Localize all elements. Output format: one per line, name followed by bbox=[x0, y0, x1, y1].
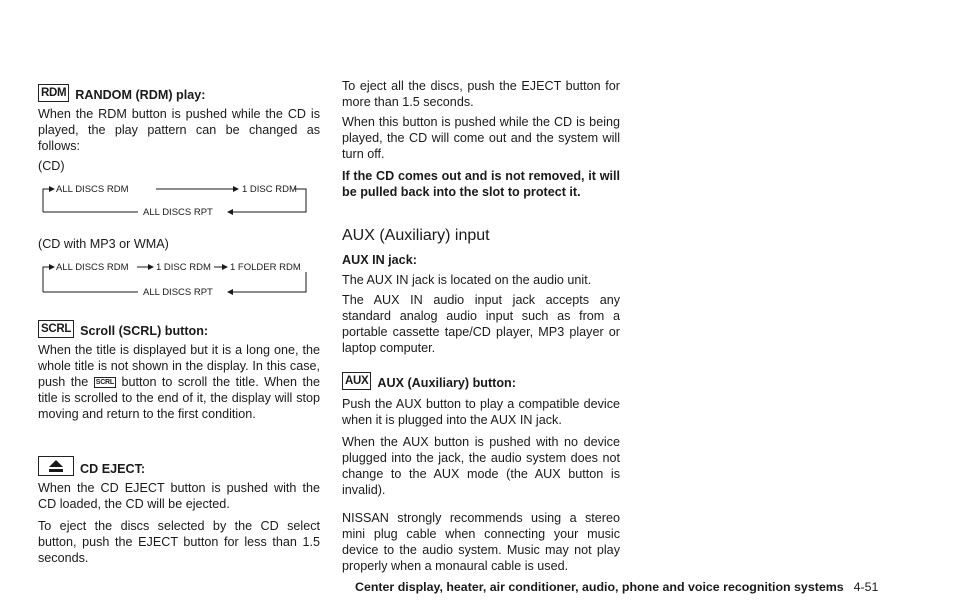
eject-heading: CD EJECT: bbox=[80, 462, 146, 476]
aux-section-title: AUX (Auxiliary) input bbox=[342, 227, 490, 244]
eject-body-1: When the CD EJECT button is pushed with the CD loaded, the CD will be ejected. bbox=[38, 481, 320, 511]
eject-heading-row bbox=[38, 456, 145, 476]
rdm-heading-row bbox=[38, 84, 205, 102]
mp3-mode-all-discs-rpt: ALL DISCS RPT bbox=[143, 287, 213, 298]
scrl-inline-icon: SCRL bbox=[95, 379, 114, 387]
scrl-heading-row bbox=[38, 320, 208, 338]
rdm-body: When the RDM button is pushed while the CD is played, the play pattern can be changed as follows: bbox=[38, 107, 320, 153]
eject-icon bbox=[38, 456, 74, 476]
aux-button-heading: AUX (Auxiliary) button: bbox=[377, 376, 516, 390]
mp3-mode-1-disc-rdm: 1 DISC RDM bbox=[156, 262, 211, 273]
footer-chapter-title: Center display, heater, air conditioner, audio, phone and voice recognition systems bbox=[355, 580, 844, 594]
eject-body-2: To eject the discs selected by the CD select button, push the EJECT button for less than 1.5 seconds. bbox=[38, 519, 320, 565]
scrl-button-icon: SCRL bbox=[38, 320, 74, 338]
scrl-body-part-2: button to scroll the title. When the title is scrolled to the end of it, the display will stop moving and return to the first condition. bbox=[38, 375, 321, 421]
aux-jack-body-2: The AUX IN audio input jack accepts any standard analog audio input such as from a portable cassette tape/CD player, MP3 player or laptop computer. bbox=[342, 293, 620, 355]
aux-jack-body-1: The AUX IN jack is located on the audio unit. bbox=[342, 273, 592, 287]
page-number: 4-51 bbox=[853, 580, 879, 594]
cd-mode-1-disc-rdm: 1 DISC RDM bbox=[242, 184, 297, 195]
aux-jack-heading: AUX IN jack: bbox=[342, 253, 417, 267]
scrl-body bbox=[38, 342, 320, 422]
page-footer bbox=[355, 580, 878, 594]
mp3-play-pattern-diagram bbox=[38, 258, 320, 302]
aux-button-body-1: Push the AUX button to play a compatible device when it is plugged into the AUX IN jack. bbox=[342, 397, 620, 427]
mp3-mode-1-folder-rdm: 1 FOLDER RDM bbox=[230, 262, 301, 273]
eject-body-4: When this button is pushed while the CD is being played, the CD will come out and the system will turn off. bbox=[342, 115, 620, 161]
rdm-heading: RANDOM (RDM) play: bbox=[75, 88, 206, 102]
aux-button-body-3: NISSAN strongly recommends using a stereo mini plug cable when connecting your music device to the audio system. Music may not play properly when a monaural cable is used. bbox=[342, 511, 620, 573]
aux-button-icon: AUX bbox=[342, 372, 371, 390]
eject-body-3: To eject all the discs, push the EJECT button for more than 1.5 seconds. bbox=[342, 79, 620, 109]
scrl-body-part-1: When the title is displayed but it is a long one, the whole title is not shown in the display. In this case, push the bbox=[38, 343, 320, 389]
eject-warning: If the CD comes out and is not removed, it will be pulled back into the slot to protect it. bbox=[342, 169, 620, 199]
scrl-heading: Scroll (SCRL) button: bbox=[80, 324, 209, 338]
cd-mode-all-discs-rdm: ALL DISCS RDM bbox=[56, 184, 129, 195]
cd-play-pattern-diagram bbox=[38, 180, 320, 224]
rdm-button-icon: RDM bbox=[38, 84, 69, 102]
mp3-mode-all-discs-rdm: ALL DISCS RDM bbox=[56, 262, 129, 273]
cd-label: (CD) bbox=[38, 159, 65, 173]
aux-heading-row bbox=[342, 372, 516, 390]
cd-mode-all-discs-rpt: ALL DISCS RPT bbox=[143, 207, 213, 218]
mp3-label: (CD with MP3 or WMA) bbox=[38, 237, 169, 251]
aux-button-body-2: When the AUX button is pushed with no device plugged into the jack, the audio system does not change to the AUX mode (the AUX button is invalid). bbox=[342, 435, 620, 497]
